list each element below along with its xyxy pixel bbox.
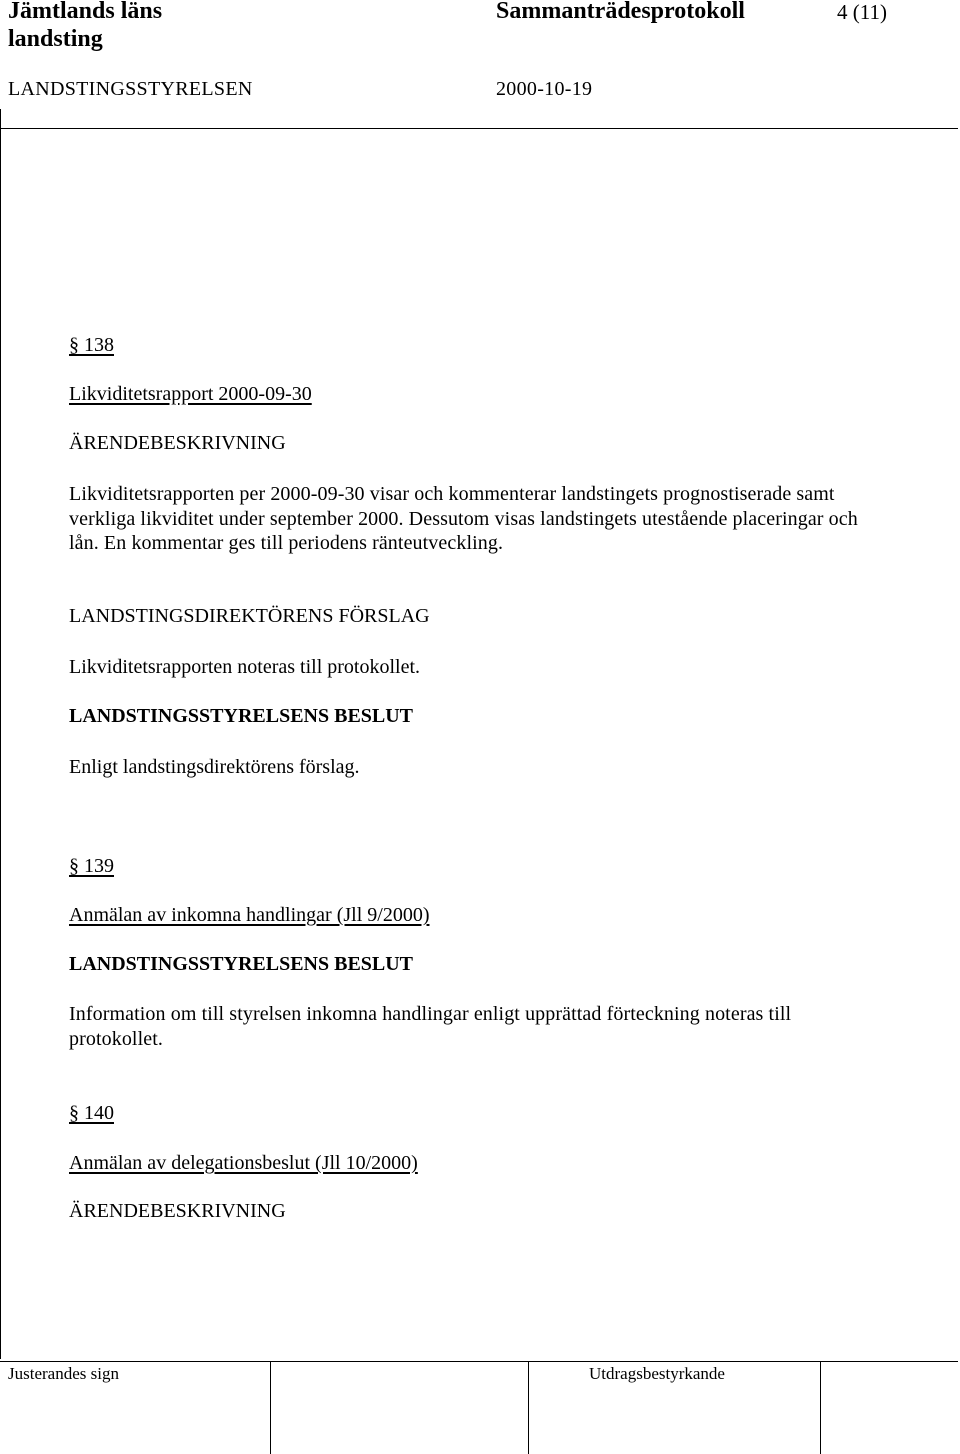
- proposal-heading: LANDSTINGSDIREKTÖRENS FÖRSLAG: [69, 605, 430, 627]
- document-type: Sammanträdesprotokoll: [496, 0, 745, 24]
- footer-divider: [270, 1361, 271, 1454]
- committee-name: LANDSTINGSSTYRELSEN: [8, 78, 253, 100]
- meeting-date: 2000-10-19: [496, 78, 593, 100]
- footer-utdragsbestyrkande: Utdragsbestyrkande: [589, 1364, 725, 1383]
- page-number: 4 (11): [837, 0, 887, 24]
- organization-name-line2: landsting: [8, 26, 103, 52]
- section-number: § 139: [69, 855, 114, 877]
- organization-name: Jämtlands läns: [8, 0, 163, 24]
- item-title: Anmälan av delegationsbeslut (Jll 10/2000): [69, 1152, 418, 1174]
- section-number: § 138: [69, 334, 114, 356]
- proposal-text: Likviditetsrapporten noteras till protokollet.: [69, 656, 421, 678]
- item-title: Likviditetsrapport 2000-09-30: [69, 383, 312, 405]
- section-number: § 140: [69, 1102, 114, 1124]
- footer-rule: [0, 1361, 958, 1362]
- description-text: Likviditetsrapporten per 2000-09-30 visar och kommenterar landstingets prognostiserade samt verkliga likviditet under september 2000. Dessutom visas landstingets utestående placeringar och lån. En kommentar ges till periodens ränteutveckling.: [69, 483, 858, 554]
- decision-heading: LANDSTINGSSTYRELSENS BESLUT: [69, 953, 414, 975]
- footer-divider: [820, 1361, 821, 1454]
- decision-heading: LANDSTINGSSTYRELSENS BESLUT: [69, 705, 414, 727]
- left-margin-rule: [0, 109, 1, 1359]
- footer-divider: [528, 1361, 529, 1454]
- description-heading: ÄRENDEBESKRIVNING: [69, 1200, 286, 1222]
- decision-text: Enligt landstingsdirektörens förslag.: [69, 756, 360, 778]
- description-heading: ÄRENDEBESKRIVNING: [69, 432, 286, 454]
- header-rule: [0, 128, 958, 129]
- decision-text: Information om till styrelsen inkomna handlingar enligt upprättad förteckning noteras till protokollet.: [69, 1003, 792, 1050]
- item-title: Anmälan av inkomna handlingar (Jll 9/2000): [69, 904, 430, 926]
- footer-justerandes-sign: Justerandes sign: [8, 1364, 119, 1383]
